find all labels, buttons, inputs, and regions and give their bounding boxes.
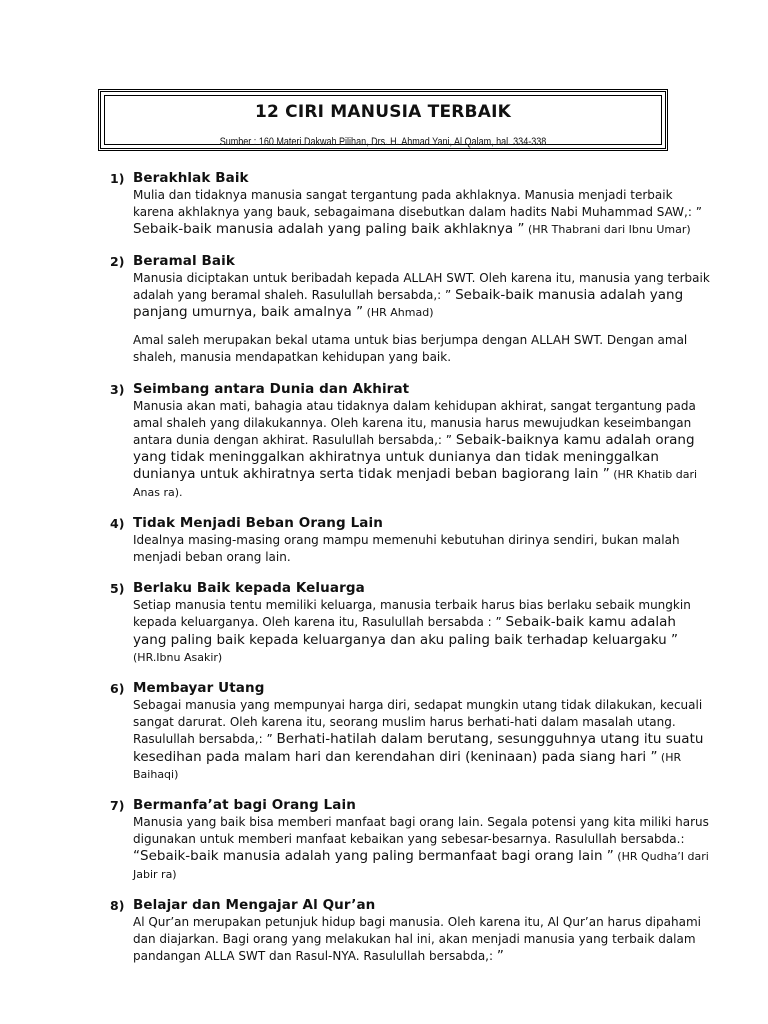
list-item-2 (110, 253, 710, 367)
item-paragraph: Idealnya masing-masing orang mampu memenuhi kebutuhan dirinya sendiri, bukan malah menjadi beban orang lain. (133, 532, 680, 565)
item-paragraph (133, 270, 710, 322)
paragraph-text: Setiap manusia tentu memiliki keluarga, manusia terbaik harus bias berlaku sebaik mungkin kepada keluarganya. Oleh karena itu, Rasulullah bersabda : ” (133, 598, 691, 630)
hadith-citation: (HR Ahmad) (363, 306, 434, 320)
item-list (110, 170, 710, 980)
item-paragraph (133, 914, 710, 966)
paragraph-text: Sebagai manusia yang mempunyai harga diri, sedapat mungkin utang tidak dilakukan, kecuali sangat darurat. Oleh karena itu, seorang muslim harus berhati-hati dalam masalah utang. Rasulullah bersabda,: ” (133, 698, 703, 747)
item-heading: Seimbang antara Dunia dan Akhirat (133, 380, 410, 397)
item-heading: Belajar dan Mengajar Al Qur’an (133, 896, 376, 913)
document-source: Sumber : 160 Materi Dakwah Pilihan, Drs. H. Ahmad Yani, Al Qalam, hal. 334-338 (219, 136, 547, 148)
item-heading: Beramal Baik (133, 252, 235, 269)
item-number: 3) (110, 381, 125, 397)
document-title: 12 CIRI MANUSIA TERBAIK (255, 102, 511, 122)
list-item-6 (110, 680, 710, 783)
item-paragraph (133, 187, 710, 239)
list-item-4 (110, 515, 710, 566)
item-number: 6) (110, 681, 125, 697)
title-box (98, 89, 668, 151)
hadith-quote: ” (496, 948, 504, 965)
item-paragraph (133, 697, 710, 783)
hadith-quote: Sebaik-baiknya kamu adalah orang yang tidak meninggalkan akhiratnya untuk dunianya dan tidak meninggalkan dunianya untuk akhiratnya serta tidak menjadi beban bagiorang lain ” (133, 432, 695, 483)
hadith-citation: (HR Thabrani dari Ibnu Umar) (524, 223, 691, 237)
paragraph-text: Mulia dan tidaknya manusia sangat tergantung pada akhlaknya. Manusia menjadi terbaik karena akhlaknya yang bauk, sebagaimana disebutkan dalam hadits Nabi Muhammad SAW,: ” (133, 188, 702, 220)
list-item-8 (110, 897, 710, 966)
hadith-citation: (HR.Ibnu Asakir) (133, 650, 223, 664)
hadith-citation: (HR Qudha’I dari Jabir ra) (133, 850, 709, 881)
item-number: 5) (110, 581, 125, 597)
item-heading: Bermanfa’at bagi Orang Lain (133, 797, 356, 814)
list-item-3 (110, 381, 710, 501)
item-heading: Membayar Utang (133, 680, 265, 697)
hadith-quote: Sebaik-baik manusia adalah yang panjang umurnya, baik amalnya ” (133, 286, 684, 321)
hadith-quote: Sebaik-baik kamu adalah yang paling baik kepada keluarganya dan aku paling baik terhadap keluargaku ” (133, 614, 678, 648)
list-item-5 (110, 580, 710, 666)
paragraph-text: Manusia akan mati, bahagia atau tidaknya dalam kehidupan akhirat, sangat tergantung pada amal shaleh yang dilakukannya. Oleh karena itu, manusia harus mewujudkan keseimbangan antara dunia dengan akhirat. Rasulullah bersabda,: ” (133, 398, 696, 448)
item-number: 7) (110, 798, 125, 814)
paragraph-text: Manusia yang baik bisa memberi manfaat bagi orang lain. Segala potensi yang kita miliki harus digunakan untuk memberi manfaat kebaikan yang sebesar-besarnya. Rasulullah bersabda.: (133, 815, 709, 847)
list-item-7 (110, 797, 710, 883)
item-paragraph (133, 814, 710, 883)
hadith-citation: (HR Khatib dari Anas ra). (133, 468, 698, 499)
list-item-1 (110, 170, 710, 239)
paragraph-text: Al Qur’an merupakan petunjuk hidup bagi manusia. Oleh karena itu, Al Qur’an harus dipahami dan diajarkan. Bagi orang yang melakukan hal ini, akan menjadi manusia yang terbaik dalam pandangan ALLA SWT dan Rasul-NYA. Rasulullah bersabda,: (133, 914, 701, 964)
title-box-inner-border (104, 95, 662, 148)
hadith-quote: Sebaik-baik manusia adalah yang paling baik akhlaknya ” (133, 221, 525, 238)
item-paragraph (133, 398, 710, 501)
hadith-citation: (HR Baihaqi) (133, 750, 682, 781)
item-number: 4) (110, 515, 125, 531)
item-number: 8) (110, 897, 125, 913)
hadith-quote: Berhati-hatilah dalam berutang, sesungguhnya utang itu suatu kesedihan pada malam hari dan kerendahan diri (keninaan) pada siang hari ” (133, 731, 704, 765)
item-heading: Berakhlak Baik (133, 170, 249, 186)
item-paragraph-2: Amal saleh merupakan bekal utama untuk bias berjumpa dengan ALLAH SWT. Dengan amal shaleh, manusia mendapatkan kehidupan yang baik. (133, 333, 688, 365)
paragraph-text: Manusia diciptakan untuk beribadah kepada ALLAH SWT. Oleh karena itu, manusia yang terbaik adalah yang beramal shaleh. Rasulullah bersabda,: ” (133, 270, 710, 302)
item-number: 1) (110, 171, 125, 186)
item-heading: Tidak Menjadi Beban Orang Lain (133, 514, 383, 531)
item-heading: Berlaku Baik kepada Keluarga (133, 580, 365, 597)
item-number: 2) (110, 253, 125, 269)
hadith-quote: “Sebaik-baik manusia adalah yang paling bermanfaat bagi orang lain ” (133, 848, 614, 865)
item-paragraph (133, 597, 710, 666)
